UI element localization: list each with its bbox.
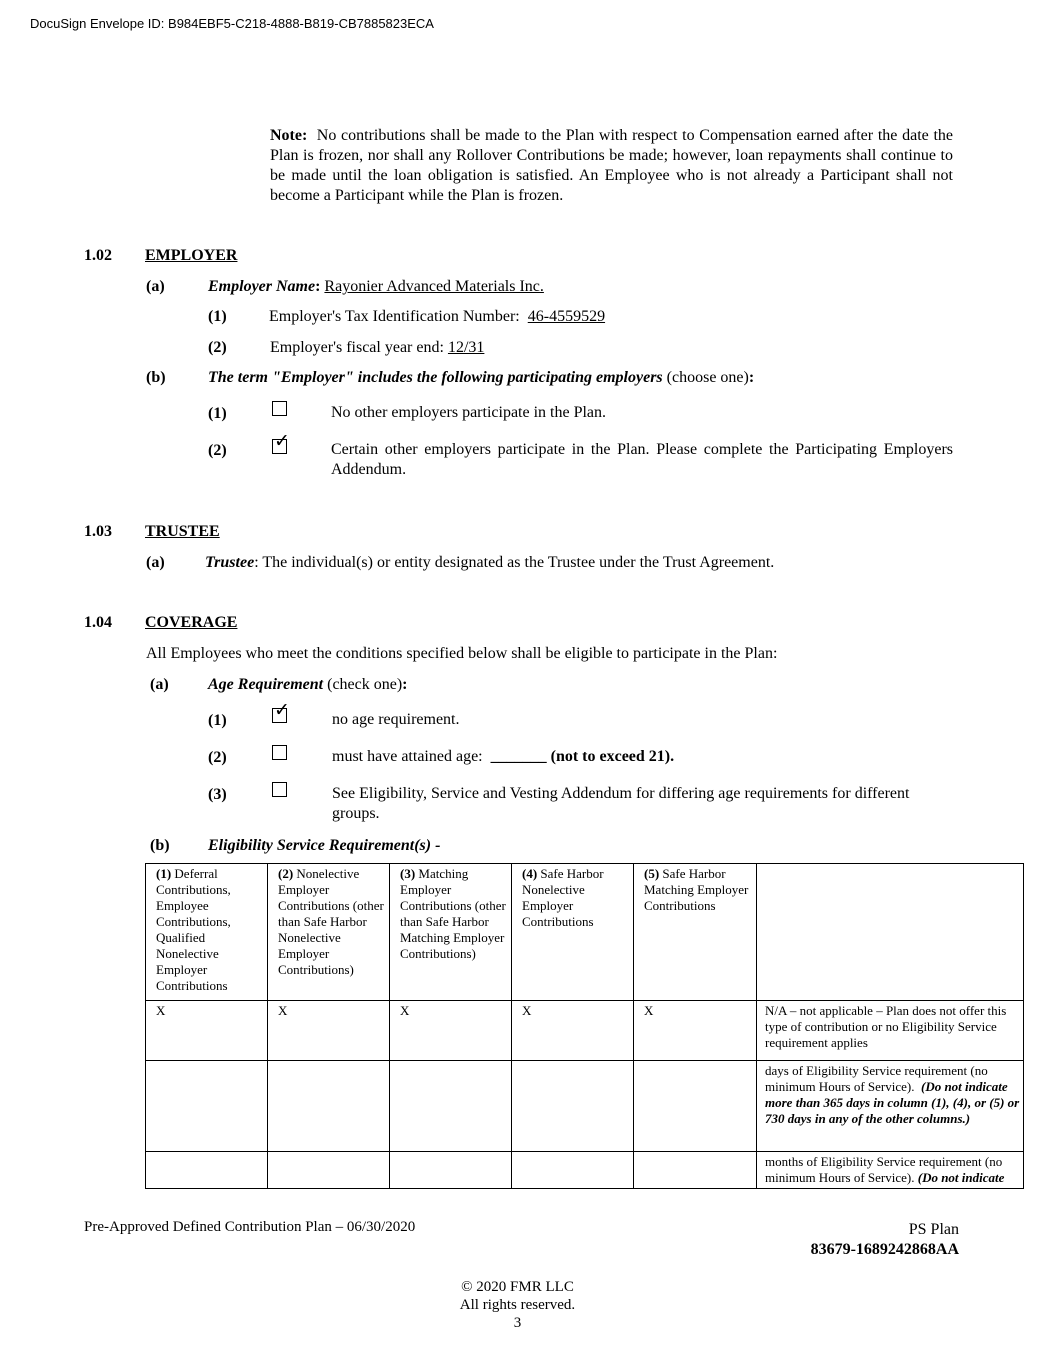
column-text: Safe Harbor Matching Employer Contributions xyxy=(644,866,749,913)
row-description xyxy=(757,1061,1024,1152)
envelope-id: DocuSign Envelope ID: B984EBF5-C218-4888-B819-CB7885823ECA xyxy=(30,16,434,31)
footer-rights: All rights reserved. xyxy=(459,1297,576,1313)
row-description-text: days of Eligibility Service requirement (no minimum Hours of Service). xyxy=(765,1063,988,1094)
table-cell[interactable] xyxy=(634,1152,757,1189)
employer-name-value: Rayonier Advanced Materials Inc. xyxy=(324,278,544,295)
column-number: (5) xyxy=(644,866,660,881)
frozen-plan-note xyxy=(270,126,953,206)
section-title-trustee: TRUSTEE xyxy=(145,523,220,540)
row-description-text: months of Eligibility Service requirement (no minimum Hours of Service). xyxy=(765,1154,1003,1185)
row-description-text: N/A – not applicable – Plan does not offer this type of contribution or no Eligibility Service requirement applies xyxy=(765,1003,1007,1050)
checkmark-icon: ✓ xyxy=(274,430,290,452)
no-age-requirement-checkbox[interactable] xyxy=(272,699,290,723)
section-title-employer: EMPLOYER xyxy=(145,247,238,264)
option-1-label: (1) xyxy=(208,405,227,422)
column-number: (1) xyxy=(156,866,172,881)
coverage-item-a-label: (a) xyxy=(150,676,169,693)
differing-age-checkbox[interactable] xyxy=(272,782,287,797)
table-cell[interactable]: X xyxy=(512,1001,634,1061)
table-cell[interactable] xyxy=(512,1152,634,1189)
trustee-text: : The individual(s) or entity designated as the Trustee under the Trust Agreement. xyxy=(254,554,775,571)
column-text: Matching Employer Contributions (other than Safe Harbor Matching Employer Contributions) xyxy=(400,866,506,961)
note-label: Note: xyxy=(270,127,308,144)
colon: : xyxy=(402,676,408,693)
section-number-1-02: 1.02 xyxy=(84,247,112,264)
item-a-label: (a) xyxy=(146,278,165,295)
table-cell[interactable] xyxy=(512,1061,634,1152)
table-cell[interactable]: X xyxy=(390,1001,512,1061)
age-limit-text: (not to exceed 21). xyxy=(550,748,675,765)
column-number: (3) xyxy=(400,866,416,881)
row-description-note: (Do not indicate more than 365 days in column (1), (4), or (5) or 730 days in any of the other columns.) xyxy=(765,1079,1020,1126)
column-header xyxy=(390,864,512,1001)
age-option-2-label: (2) xyxy=(208,749,227,766)
age-blank-field[interactable]: _______ xyxy=(490,748,547,765)
table-cell[interactable]: X xyxy=(634,1001,757,1061)
eligibility-service-heading: Eligibility Service Requirement(s) - xyxy=(208,837,441,854)
table-cell[interactable] xyxy=(390,1061,512,1152)
column-number: (2) xyxy=(278,866,294,881)
checkmark-icon: ✓ xyxy=(274,699,290,721)
footer-copyright-block xyxy=(0,1278,1035,1332)
section-title-coverage: COVERAGE xyxy=(145,614,238,631)
table-row xyxy=(146,1152,1024,1189)
no-age-requirement-text: no age requirement. xyxy=(332,711,460,728)
table-cell[interactable] xyxy=(146,1152,268,1189)
table-row xyxy=(146,1061,1024,1152)
attained-age-checkbox[interactable] xyxy=(272,745,287,760)
fiscal-year-label: Employer's fiscal year end: xyxy=(270,339,444,356)
page-number: 3 xyxy=(513,1315,522,1331)
table-cell[interactable]: X xyxy=(146,1001,268,1061)
table-cell[interactable]: X xyxy=(268,1001,390,1061)
no-other-employers-text: No other employers participate in the Plan. xyxy=(331,404,607,421)
column-header xyxy=(146,864,268,1001)
section-number-1-04: 1.04 xyxy=(84,614,112,631)
age-heading-text: Age Requirement xyxy=(208,676,324,693)
subitem-1-label: (1) xyxy=(208,308,227,325)
differing-age-text: See Eligibility, Service and Vesting Addendum for differing age requirements for different groups. xyxy=(332,785,910,822)
column-header xyxy=(268,864,390,1001)
footer-plan-document: Pre-Approved Defined Contribution Plan – 06/30/2020 xyxy=(84,1219,416,1235)
column-text: Nonelective Employer Contributions (other than Safe Harbor Nonelective Employer Contributions) xyxy=(278,866,384,977)
table-row xyxy=(146,1001,1024,1061)
fiscal-year-row xyxy=(270,338,484,358)
age-requirement-heading xyxy=(208,675,408,695)
other-employers-checkbox[interactable] xyxy=(272,430,290,454)
column-header xyxy=(512,864,634,1001)
column-number: (4) xyxy=(522,866,538,881)
fiscal-year-value: 12/31 xyxy=(447,339,485,356)
table-cell[interactable] xyxy=(268,1061,390,1152)
other-employers-text: Certain other employers participate in the Plan. Please complete the Participating Employers Addendum. xyxy=(331,441,953,478)
footer-plan-type: PS Plan xyxy=(908,1221,959,1238)
section-number-1-03: 1.03 xyxy=(84,523,112,540)
participating-heading-text: The term "Employer" includes the following participating employers xyxy=(208,369,663,386)
note-text: No contributions shall be made to the Plan with respect to Compensation earned after the date the Plan is frozen, nor shall any Rollover Contributions be made; however, loan repayments shall continue to be made until the loan obligation is satisfied. An Employee who is not already a Participant shall not become a Participant while the Plan is frozen. xyxy=(270,127,954,204)
subitem-2-label: (2) xyxy=(208,339,227,356)
column-header-blank xyxy=(757,864,1024,1001)
option-2-label: (2) xyxy=(208,442,227,459)
table-cell[interactable] xyxy=(146,1061,268,1152)
trustee-item-a-label: (a) xyxy=(146,554,165,571)
table-cell[interactable] xyxy=(390,1152,512,1189)
row-description-note: (Do not indicate xyxy=(917,1170,1005,1185)
item-b-label: (b) xyxy=(146,369,166,386)
tax-id-label: Employer's Tax Identification Number: xyxy=(269,308,520,325)
participating-employers-heading xyxy=(208,368,754,388)
row-description xyxy=(757,1152,1024,1189)
column-header xyxy=(634,864,757,1001)
footer-copyright: © 2020 FMR LLC xyxy=(461,1279,574,1295)
no-other-employers-checkbox[interactable] xyxy=(272,401,287,416)
colon: : xyxy=(315,278,321,295)
coverage-item-b-label: (b) xyxy=(150,837,170,854)
column-text: Safe Harbor Nonelective Employer Contributions xyxy=(522,866,604,929)
row-description xyxy=(757,1001,1024,1061)
check-one-text: (check one) xyxy=(327,676,403,693)
choose-one-text: (choose one) xyxy=(666,369,749,386)
tax-id-row xyxy=(269,307,605,327)
footer-plan-id xyxy=(811,1220,959,1260)
trustee-label: Trustee xyxy=(205,554,255,571)
tax-id-value: 46-4559529 xyxy=(527,308,606,325)
column-text: Deferral Contributions, Employee Contributions, Qualified Nonelective Employer Contributions xyxy=(156,866,231,993)
coverage-intro: All Employees who meet the conditions specified below shall be eligible to participate in the Plan: xyxy=(146,645,778,662)
attained-age-row xyxy=(332,747,674,767)
attained-age-text: must have attained age: xyxy=(332,748,483,765)
employer-name-row xyxy=(208,277,544,297)
eligibility-service-table xyxy=(145,863,1024,1189)
age-option-1-label: (1) xyxy=(208,712,227,729)
table-header-row xyxy=(146,864,1024,1001)
colon: : xyxy=(748,369,755,386)
trustee-row xyxy=(205,553,774,573)
table-cell[interactable] xyxy=(268,1152,390,1189)
table-cell[interactable] xyxy=(634,1061,757,1152)
age-option-3-label: (3) xyxy=(208,786,227,803)
footer-plan-code: 83679-1689242868AA xyxy=(810,1241,959,1258)
employer-name-label: Employer Name xyxy=(208,278,316,295)
